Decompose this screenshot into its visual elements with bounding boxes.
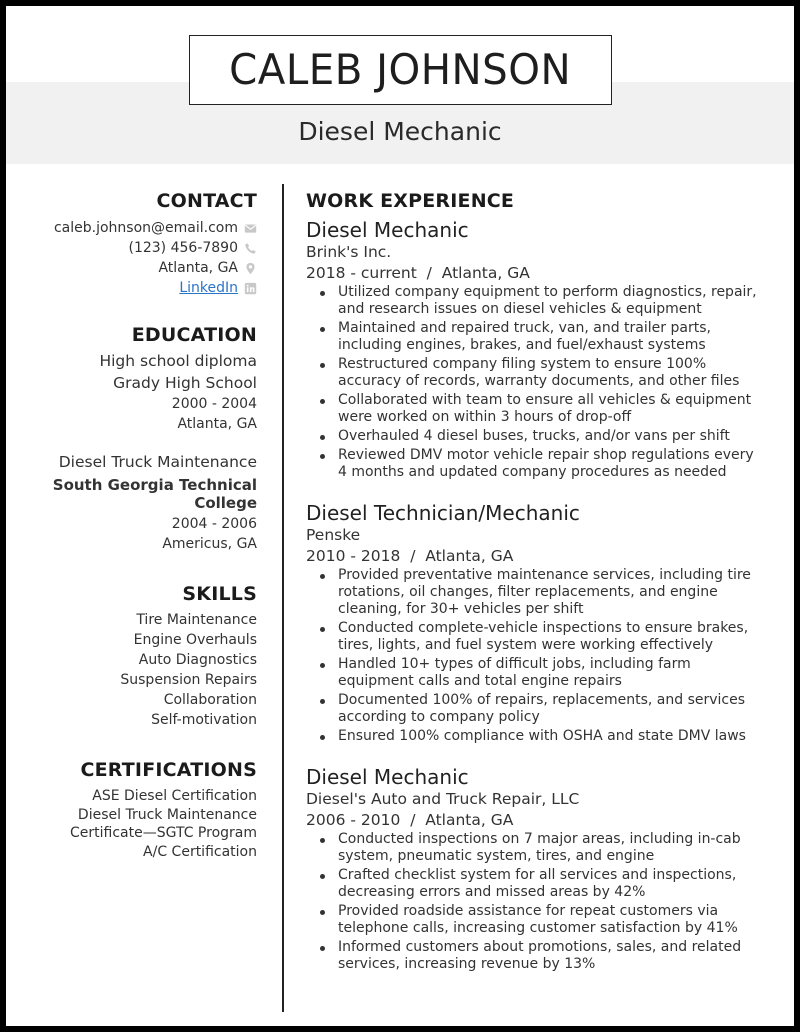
- left-column: [6, 184, 257, 862]
- job-bullet: [306, 356, 776, 390]
- job-dates-location: 2010 - 2018 / Atlanta, GA: [306, 547, 514, 565]
- skills-list: [6, 610, 257, 730]
- skill-item: Collaboration: [163, 692, 257, 708]
- job-bullet: [306, 392, 776, 426]
- job-role: Diesel Mechanic: [306, 218, 469, 242]
- bullet-line: Provided preventative maintenance services, including tire: [338, 567, 751, 583]
- skill-item: Auto Diagnostics: [138, 652, 257, 668]
- bullet-line: Maintained and repaired truck, van, and trailer parts,: [338, 320, 711, 336]
- bullet-line: cleaning, for 30+ vehicles per shift: [338, 601, 584, 617]
- name-box: [189, 35, 612, 105]
- education-dates: 2000 - 2004: [171, 396, 257, 412]
- resume-page: [6, 6, 794, 1026]
- bullet-line: Conducted inspections on 7 major areas, including in-cab: [338, 831, 741, 847]
- job-company: Penske: [306, 526, 361, 544]
- bullet-line: were worked on within 3 hours of drop-off: [338, 409, 632, 425]
- certifications-list: [6, 786, 257, 862]
- bullet-line: tires, lights, and fuel system were working effectively: [338, 637, 714, 653]
- bullet-dot: [320, 699, 325, 704]
- bullet-line: Restructured company filing system to ensure 100%: [338, 356, 707, 372]
- job-bullet: [306, 728, 776, 745]
- education-school: Grady High School: [113, 374, 257, 392]
- education-location: Atlanta, GA: [177, 416, 257, 432]
- contact-location-row: [6, 258, 257, 278]
- job-entry: [306, 218, 776, 481]
- education-entry-1: [6, 350, 257, 434]
- bullet-line: Reviewed DMV motor vehicle repair shop regulations every: [338, 447, 754, 463]
- education-degree: High school diploma: [99, 352, 257, 370]
- bullet-line: telephone calls, increasing customer satisfaction by 41%: [338, 920, 738, 936]
- bullet-line: Overhauled 4 diesel buses, trucks, and/or vans per shift: [338, 428, 730, 444]
- job-bullet: [306, 939, 776, 973]
- bullet-dot: [320, 454, 325, 459]
- certification-item: ASE Diesel Certification: [92, 788, 257, 804]
- job-company: Brink's Inc.: [306, 243, 392, 261]
- bullet-line: accuracy of records, warranty documents, and other files: [338, 373, 740, 389]
- education-school: South Georgia Technical: [52, 476, 257, 494]
- bullet-line: Documented 100% of repairs, replacements, and services: [338, 692, 746, 708]
- job-bullet: [306, 284, 776, 318]
- job-bullets: [306, 831, 776, 973]
- skill-item: Engine Overhauls: [133, 632, 257, 648]
- bullet-line: 4 months and updated company procedures as needed: [338, 464, 727, 480]
- job-bullet: [306, 903, 776, 937]
- bullet-dot: [320, 363, 325, 368]
- contact-location: Atlanta, GA: [158, 260, 238, 276]
- bullet-dot: [320, 838, 325, 843]
- bullet-line: Handled 10+ types of difficult jobs, including farm: [338, 656, 691, 672]
- bullet-dot: [320, 327, 325, 332]
- job-bullets: [306, 567, 776, 745]
- bullet-dot: [320, 574, 325, 579]
- contact-list: [6, 218, 257, 298]
- bullet-line: services, increasing revenue by 13%: [338, 956, 596, 972]
- bullet-line: Utilized company equipment to perform diagnostics, repair,: [338, 284, 757, 300]
- contact-phone-row: [6, 238, 257, 258]
- certification-item: Certificate—SGTC Program: [70, 825, 257, 841]
- job-bullet: [306, 620, 776, 654]
- contact-heading: CONTACT: [156, 190, 257, 212]
- job-company: Diesel's Auto and Truck Repair, LLC: [306, 790, 580, 808]
- linkedin-icon: [244, 282, 257, 295]
- job-bullet: [306, 428, 776, 445]
- contact-linkedin-row: [6, 278, 257, 298]
- skill-item: Suspension Repairs: [120, 672, 257, 688]
- bullet-dot: [320, 291, 325, 296]
- job-bullet: [306, 656, 776, 690]
- bullet-line: rotations, oil changes, filter replacements, and engine: [338, 584, 718, 600]
- bullet-line: Collaborated with team to ensure all vehicles & equipment: [338, 392, 752, 408]
- contact-email-row: [6, 218, 257, 238]
- job-bullet: [306, 447, 776, 481]
- contact-phone[interactable]: (123) 456-7890: [128, 240, 238, 256]
- envelope-icon: [244, 222, 257, 235]
- education-school: College: [194, 494, 257, 512]
- bullet-line: and research issues on diesel vehicles & equipment: [338, 301, 702, 317]
- linkedin-link[interactable]: LinkedIn: [179, 280, 238, 296]
- bullet-line: Crafted checklist system for all services and inspections,: [338, 867, 737, 883]
- bullet-line: decreasing errors and missed areas by 42%: [338, 884, 646, 900]
- bullet-dot: [320, 399, 325, 404]
- bullet-dot: [320, 910, 325, 915]
- job-bullet: [306, 831, 776, 865]
- job-bullet: [306, 692, 776, 726]
- bullet-line: equipment calls and total engine repairs: [338, 673, 622, 689]
- bullet-line: system, pneumatic system, tires, and engine: [338, 848, 655, 864]
- bullet-dot: [320, 627, 325, 632]
- certification-item: A/C Certification: [143, 844, 257, 860]
- jobs-list: [306, 218, 776, 973]
- bullet-line: Informed customers about promotions, sales, and related: [338, 939, 742, 955]
- bullet-dot: [320, 435, 325, 440]
- bullet-line: Conducted complete-vehicle inspections to ensure brakes,: [338, 620, 749, 636]
- bullet-dot: [320, 946, 325, 951]
- phone-icon: [244, 242, 257, 255]
- job-entry: [306, 501, 776, 745]
- job-bullet: [306, 867, 776, 901]
- job-entry: [306, 765, 776, 973]
- education-dates: 2004 - 2006: [171, 516, 257, 532]
- job-dates-location: 2018 - current / Atlanta, GA: [306, 264, 530, 282]
- job-bullets: [306, 284, 776, 481]
- certification-item: Diesel Truck Maintenance: [77, 807, 257, 823]
- location-pin-icon: [244, 262, 257, 275]
- bullet-dot: [320, 735, 325, 740]
- skills-heading: SKILLS: [182, 583, 257, 605]
- work-experience-heading: WORK EXPERIENCE: [306, 190, 515, 212]
- right-column: [306, 184, 776, 975]
- education-degree: Diesel Truck Maintenance: [58, 453, 257, 471]
- bullet-line: Ensured 100% compliance with OSHA and state DMV laws: [338, 728, 746, 744]
- job-role: Diesel Mechanic: [306, 765, 469, 789]
- contact-email[interactable]: caleb.johnson@email.com: [53, 220, 238, 236]
- candidate-name: CALEB JOHNSON: [229, 45, 572, 94]
- job-dates-location: 2006 - 2010 / Atlanta, GA: [306, 811, 514, 829]
- certifications-heading: CERTIFICATIONS: [80, 759, 257, 781]
- education-heading: EDUCATION: [131, 324, 257, 346]
- education-entry-2: [6, 451, 257, 554]
- skill-item: Tire Maintenance: [136, 612, 257, 628]
- job-role: Diesel Technician/Mechanic: [306, 501, 580, 525]
- bullet-dot: [320, 874, 325, 879]
- bullet-line: including engines, brakes, and fuel/exhaust systems: [338, 337, 706, 353]
- education-location: Americus, GA: [162, 536, 257, 552]
- job-bullet: [306, 320, 776, 354]
- candidate-title: Diesel Mechanic: [298, 117, 502, 146]
- skill-item: Self-motivation: [151, 712, 257, 728]
- column-divider: [282, 184, 284, 1012]
- bullet-dot: [320, 663, 325, 668]
- job-bullet: [306, 567, 776, 618]
- bullet-line: according to company policy: [338, 709, 540, 725]
- bullet-line: Provided roadside assistance for repeat customers via: [338, 903, 719, 919]
